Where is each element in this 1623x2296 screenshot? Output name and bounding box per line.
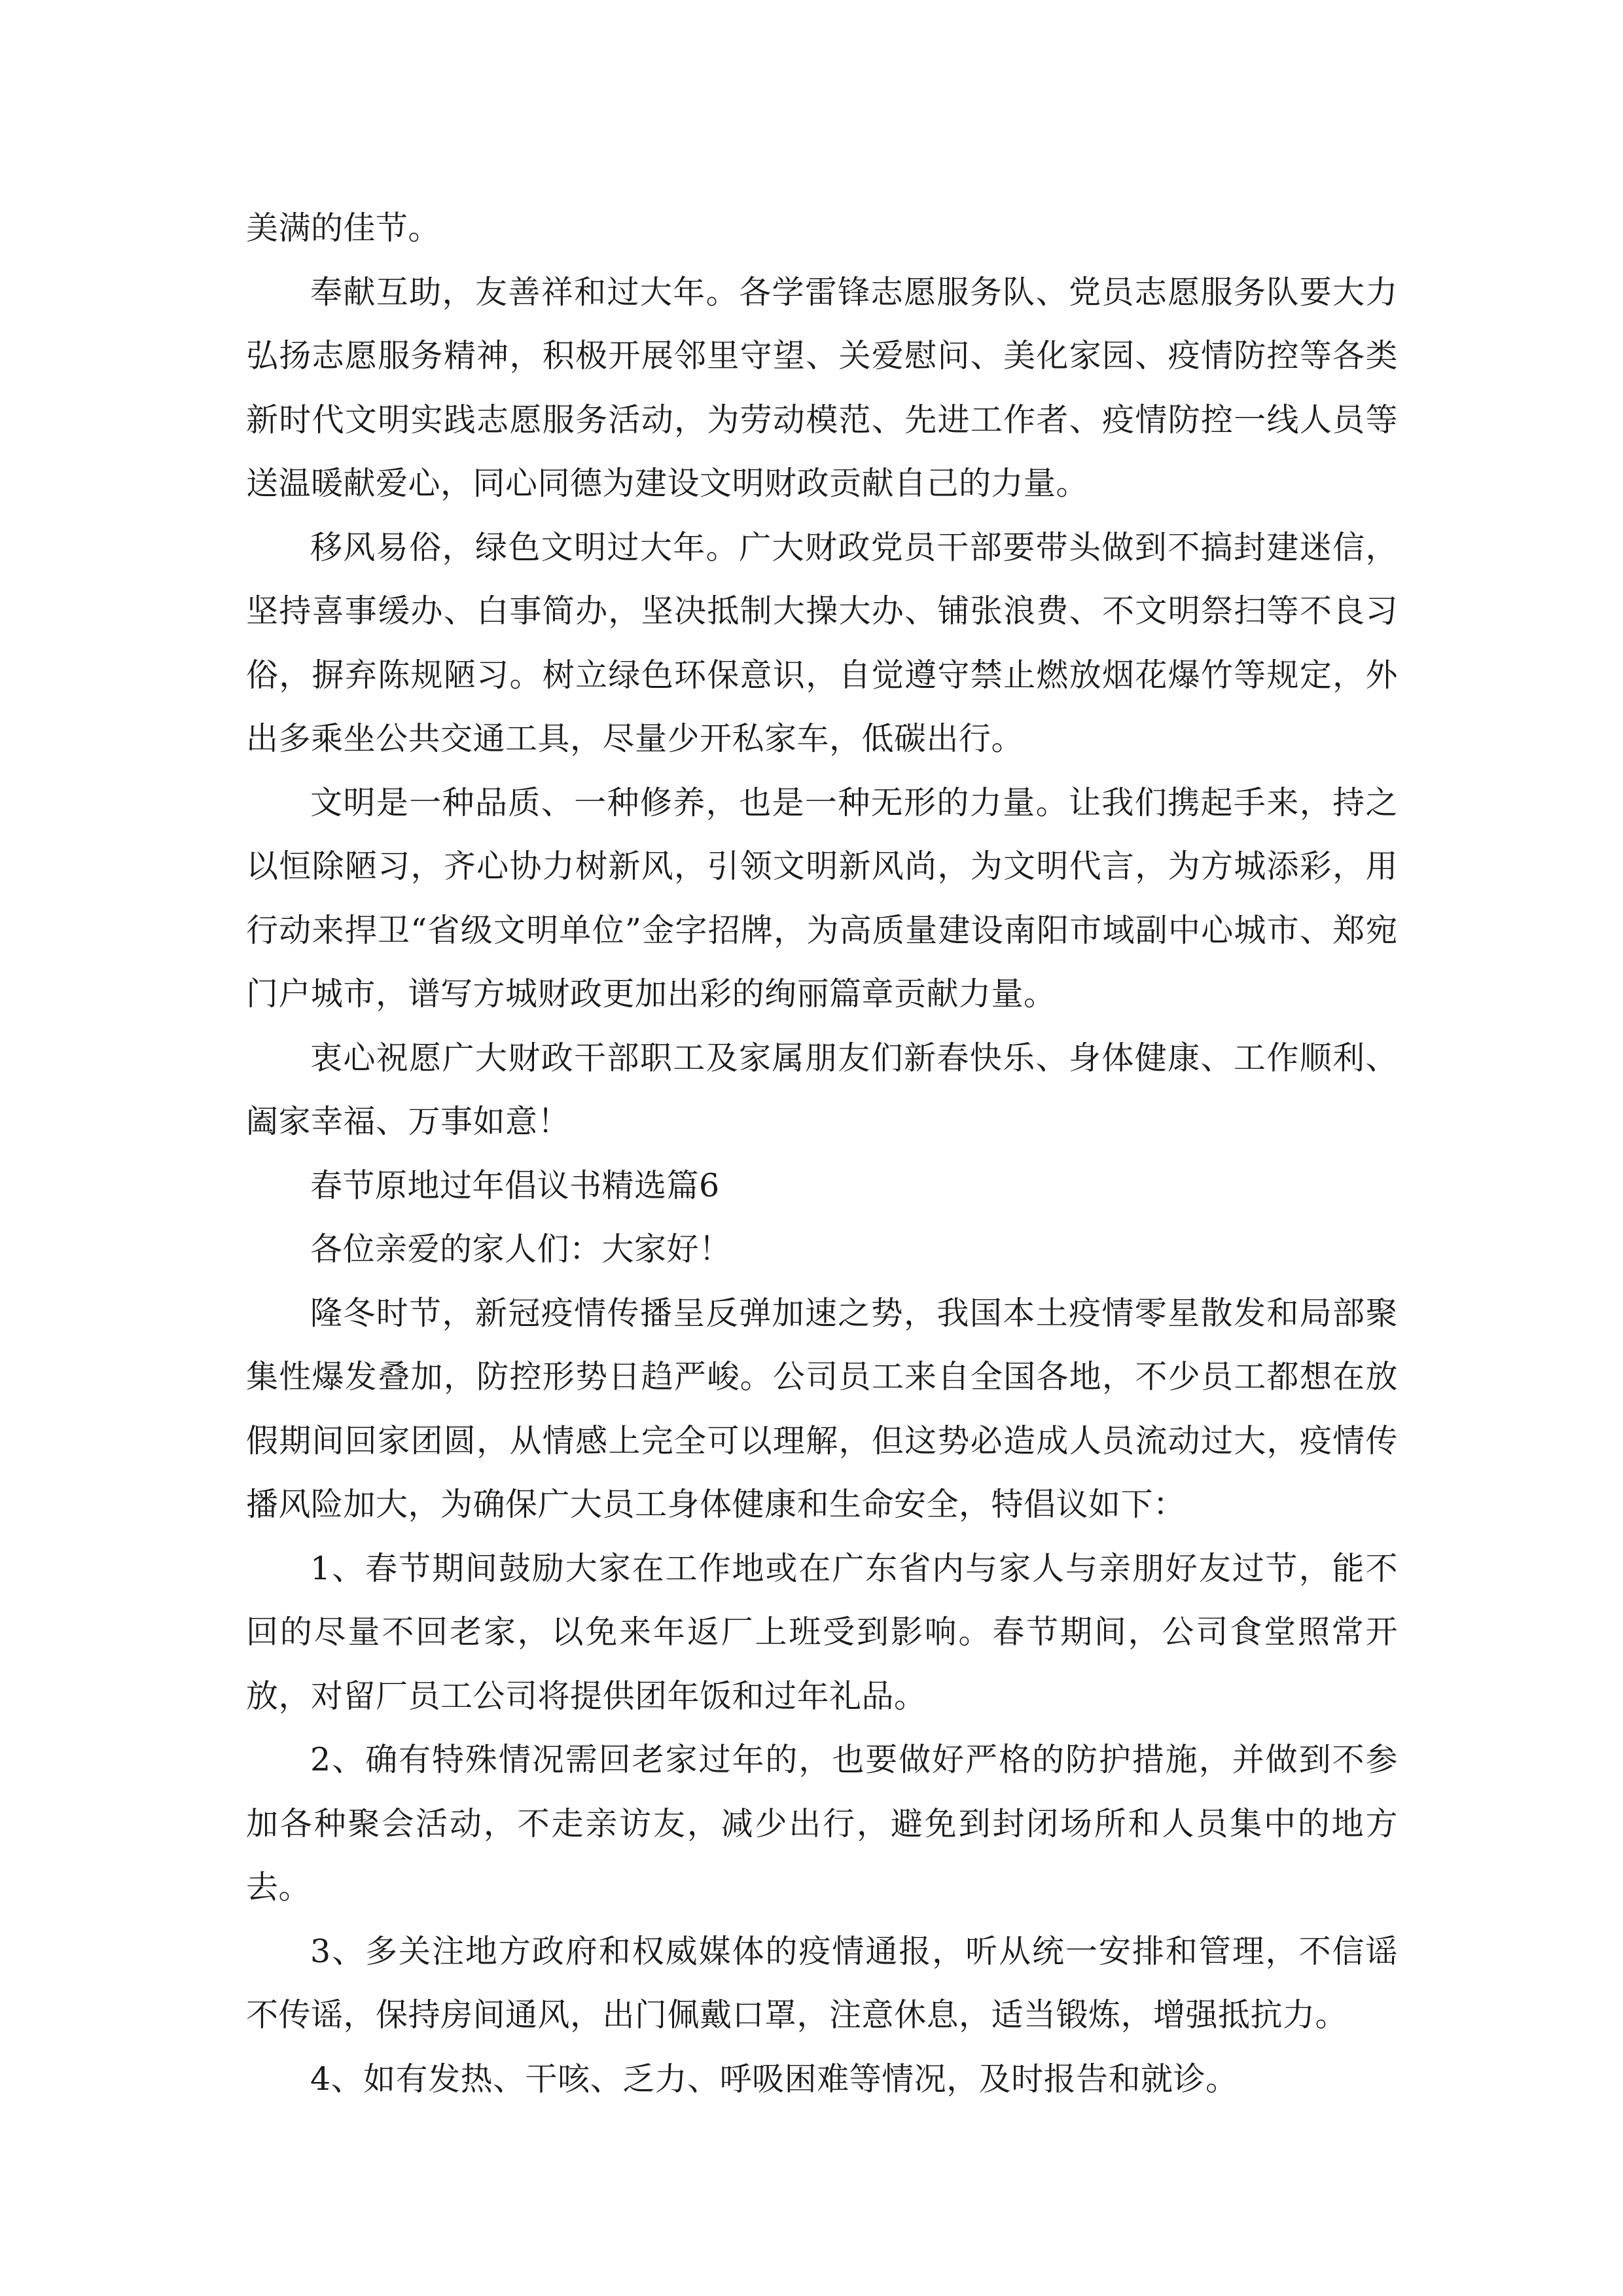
proposal-item-4: 4、如有发热、干咳、乏力、呼吸困难等情况，及时报告和就诊。 (310, 2060, 1238, 2098)
paragraph-epidemic-context: 隆冬时节，新冠疫情传播呈反弹加速之势，我国本土疫情零星散发和局部聚集性爆发叠加，防控形势日趋严峻。公司员工来自全国各地，不少员工都想在放假期间回家团圆，从情感上完全可以理解，但这势必造成人员流动过大，疫情传播风险加大，为确保广大员工身体健康和生命安全，特倡议如下： (246, 1294, 1398, 1523)
paragraph-civilization: 文明是一种品质、一种修养，也是一种无形的力量。让我们携起手来，持之以恒除陋习，齐心协力树新风，引领文明新风尚，为文明代言，为方城添彩，用行动来捍卫“省级文明单位”金字招牌，为高质量建设南阳市域副中心城市、郑宛门户城市，谱写方城财政更加出彩的绚丽篇章贡献力量。 (246, 783, 1398, 1013)
proposal-item-1: 1、春节期间鼓励大家在工作地或在广东省内与家人与亲朋好友过节，能不回的尽量不回老家，以免来年返厂上班受到影响。春节期间，公司食堂照常开放，对留厂员工公司将提供团年饭和过年礼品。 (246, 1549, 1398, 1715)
paragraph-customs-reform: 移风易俗，绿色文明过大年。广大财政党员干部要带头做到不搞封建迷信，坚持喜事缓办、白事简办，坚决抵制大操大办、铺张浪费、不文明祭扫等不良习俗，摒弃陈规陋习。树立绿色环保意识，自觉遵守禁止燃放烟花爆竹等规定，外出多乘坐公共交通工具，尽量少开私家车，低碳出行。 (246, 528, 1398, 757)
salutation: 各位亲爱的家人们：大家好！ (310, 1230, 732, 1268)
section-heading: 春节原地过年倡议书精选篇6 (310, 1166, 720, 1204)
paragraph-volunteer-service: 奉献互助，友善祥和过大年。各学雷锋志愿服务队、党员志愿服务队要大力弘扬志愿服务精神，积极开展邻里守望、关爱慰问、美化家园、疫情防控等各类新时代文明实践志愿服务活动，为劳动模范、先进工作者、疫情防控一线人员等送温暖献爱心，同心同德为建设文明财政贡献自己的力量。 (246, 273, 1398, 502)
paragraph-new-year-wishes: 衷心祝愿广大财政干部职工及家属朋友们新春快乐、身体健康、工作顺利、阖家幸福、万事如意！ (246, 1039, 1398, 1140)
paragraph-closing-line: 美满的佳节。 (246, 209, 441, 247)
proposal-item-3: 3、多关注地方政府和权威媒体的疫情通报，听从统一安排和管理，不信谣不传谣，保持房间通风，出门佩戴口罩，注意休息，适当锻炼，增强抵抗力。 (246, 1932, 1398, 2034)
proposal-item-2: 2、确有特殊情况需回老家过年的，也要做好严格的防护措施，并做到不参加各种聚会活动，不走亲访友，减少出行，避免到封闭场所和人员集中的地方去。 (246, 1741, 1398, 1906)
document-body (246, 196, 1398, 2111)
